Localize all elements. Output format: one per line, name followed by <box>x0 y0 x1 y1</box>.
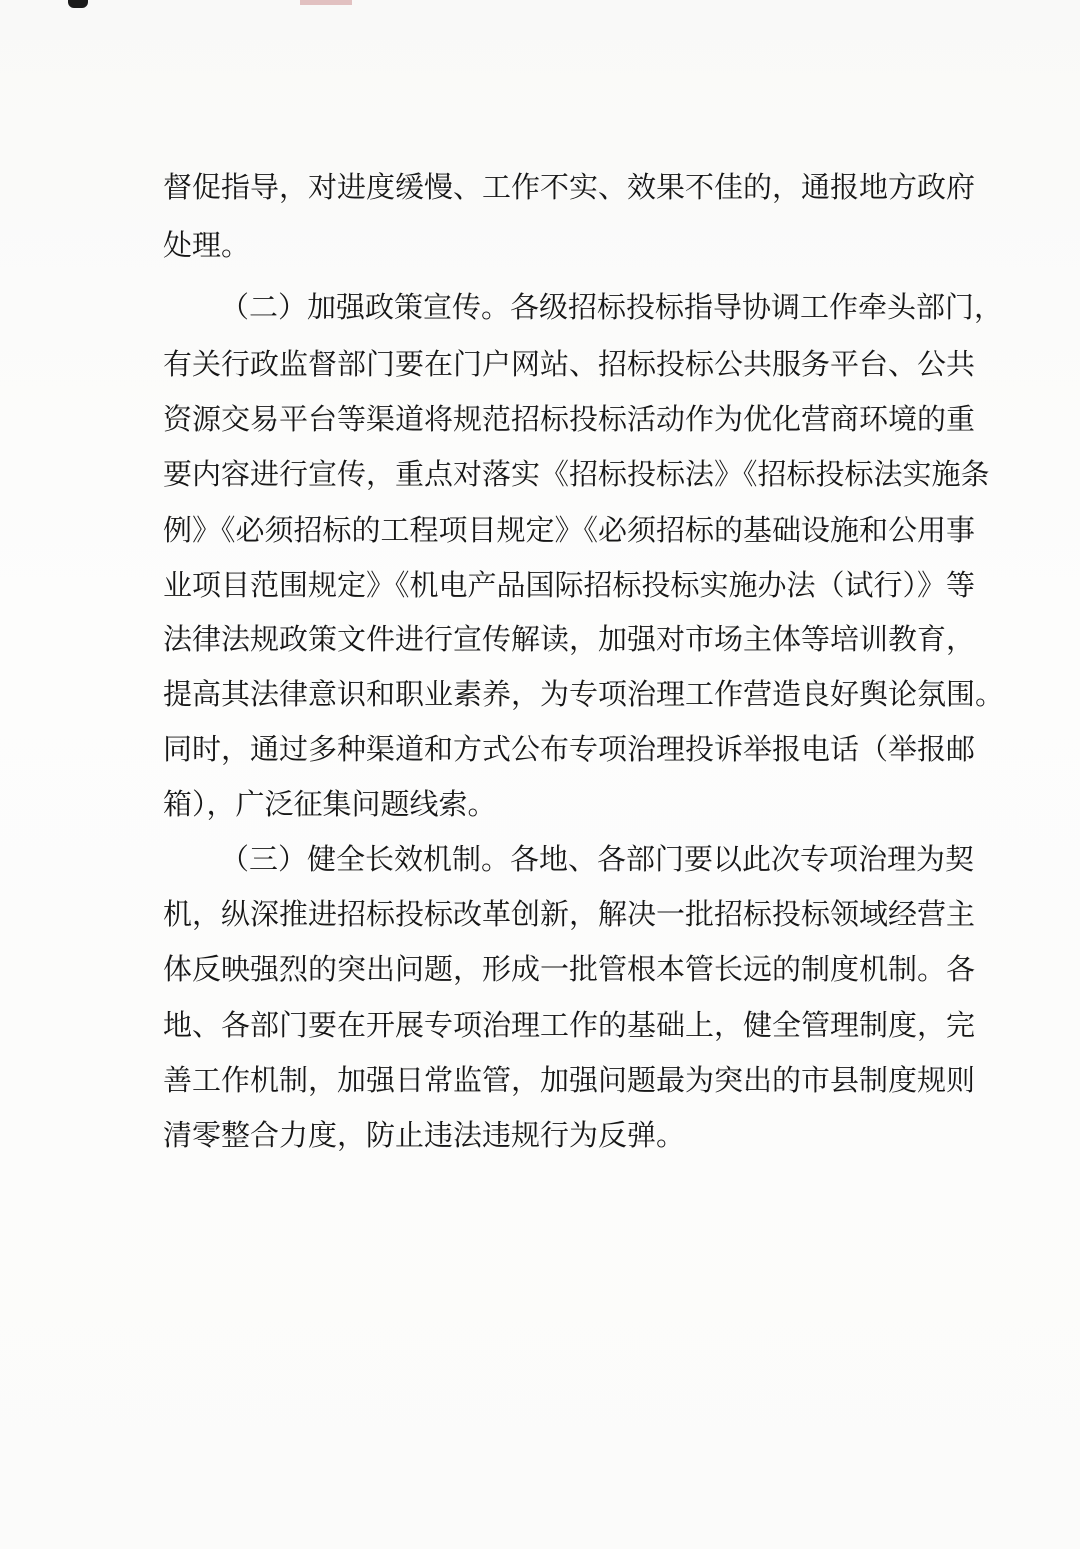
paragraph-line: 有关行政监督部门要在门户网站、招标投标公共服务平台、公共 <box>163 347 976 381</box>
paragraph-line: 善工作机制，加强日常监管，加强问题最为突出的市县制度规则 <box>163 1063 976 1097</box>
paragraph-line: 法律法规政策文件进行宣传解读，加强对市场主体等培训教育， <box>163 622 976 656</box>
paragraph-line: 要内容进行宣传，重点对落实《招标投标法》《招标投标法实施条 <box>163 457 990 491</box>
paragraph-line: 业项目范围规定》《机电产品国际招标投标实施办法（试行）》等 <box>163 568 976 602</box>
paragraph-line: 资源交易平台等渠道将规范招标投标活动作为优化营商环境的重 <box>163 402 976 436</box>
paragraph-line: 处理。 <box>163 228 251 262</box>
paragraph-line: 地、各部门要在开展专项治理工作的基础上，健全管理制度，完 <box>163 1008 976 1042</box>
paragraph-line: （三）健全长效机制。各地、各部门要以此次专项治理为契 <box>220 842 975 876</box>
paragraph-line: 提高其法律意识和职业素养，为专项治理工作营造良好舆论氛围。 <box>163 677 1005 711</box>
scan-mark <box>68 0 88 8</box>
seal-fragment <box>300 0 352 5</box>
paragraph-line: 例》《必须招标的工程项目规定》《必须招标的基础设施和公用事 <box>163 513 976 547</box>
paragraph-line: 机，纵深推进招标投标改革创新，解决一批招标投标领域经营主 <box>163 897 976 931</box>
paragraph-line: （二）加强政策宣传。各级招标投标指导协调工作牵头部门， <box>220 290 1004 324</box>
paragraph-line: 体反映强烈的突出问题，形成一批管根本管长远的制度机制。各 <box>163 952 976 986</box>
paragraph-line: 清零整合力度，防止违法违规行为反弹。 <box>163 1118 686 1152</box>
paragraph-line: 督促指导，对进度缓慢、工作不实、效果不佳的，通报地方政府 <box>163 170 976 204</box>
paragraph-line: 箱），广泛征集问题线索。 <box>163 787 497 821</box>
paragraph-line: 同时，通过多种渠道和方式公布专项治理投诉举报电话（举报邮 <box>163 732 976 766</box>
